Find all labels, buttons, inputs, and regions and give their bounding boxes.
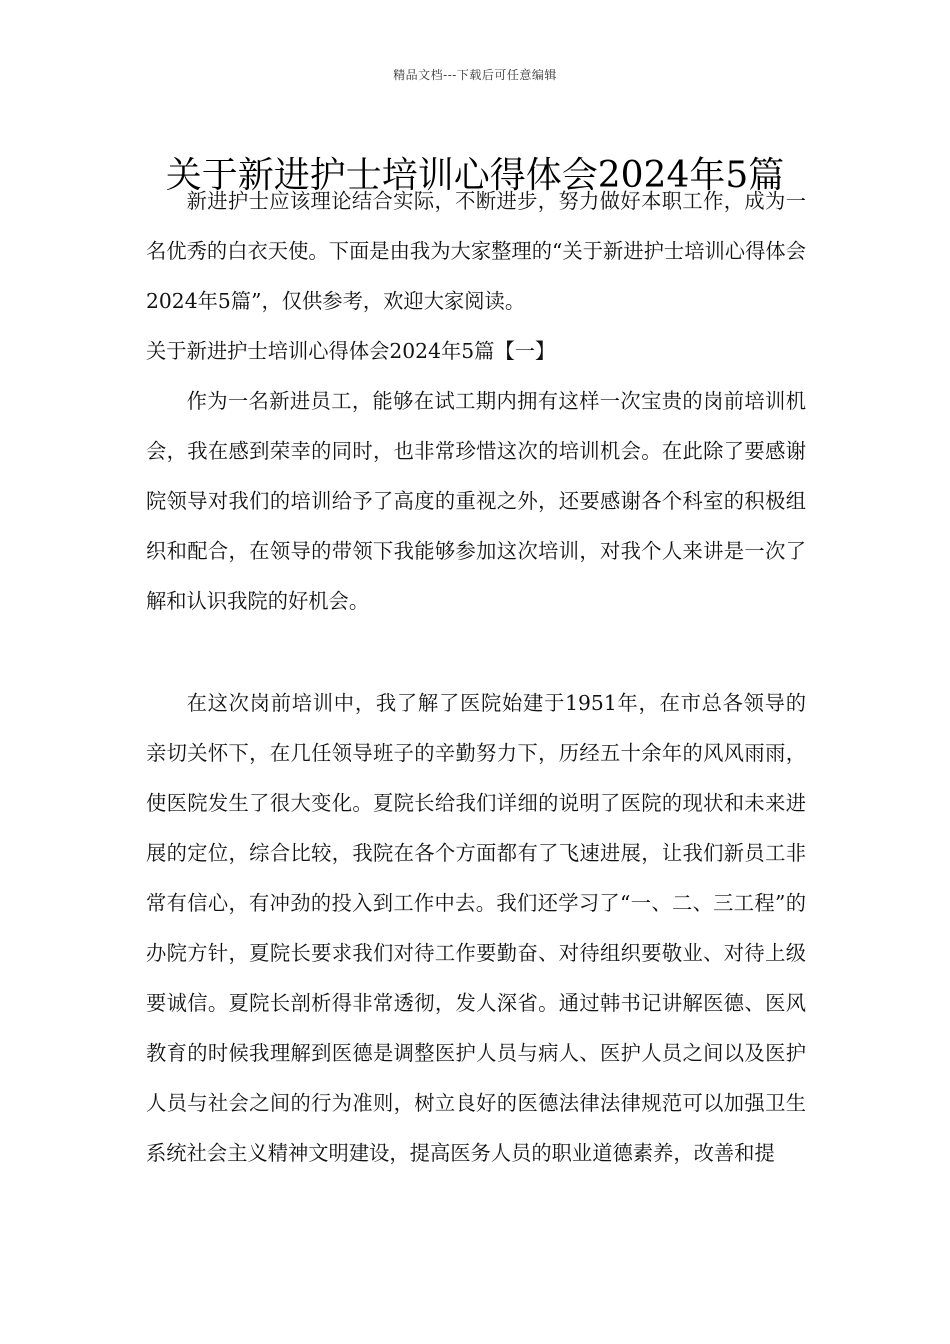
- intro-paragraph: 新进护士应该理论结合实际，不断进步，努力做好本职工作，成为一名优秀的白衣天使。下面是由我为大家整理的“关于新进护士培训心得体会2024年5篇”，仅供参考，欢迎大家阅读。: [146, 189, 806, 313]
- page-header-note: 精品文档---下载后可任意编辑: [393, 68, 557, 82]
- document-title: 关于新进护士培训心得体会2024年5篇: [165, 155, 785, 197]
- body-paragraph-2: 在这次岗前培训中，我了解了医院始建于1951年，在市总各领导的亲切关怀下，在几任领导班子的辛勤努力下，历经五十余年的风风雨雨，使医院发生了很大变化。夏院长给我们详细的说明了医院的现状和未来进展的定位，综合比较，我院在各个方面都有了飞速进展，让我们新员工非常有信心，有冲劲的投入到工作中去。我们还学习了“一、二、三工程”的办院方针，夏院长要求我们对待工作要勤奋、对待组织要敬业、对待上级要诚信。夏院长剖析得非常透彻，发人深省。通过韩书记讲解医德、医风教育的时候我理解到医德是调整医护人员与病人、医护人员之间以及医护人员与社会之间的行为准则，树立良好的医德法律法律规范可以加强卫生系统社会主义精神文明建设，提高医务人员的职业道德素养，改善和提: [146, 691, 806, 1165]
- document-body: [146, 176, 806, 1178]
- body-paragraph-1: 作为一名新进员工，能够在试工期内拥有这样一次宝贵的岗前培训机会，我在感到荣幸的同时，也非常珍惜这次的培训机会。在此除了要感谢院领导对我们的培训给予了高度的重视之外，还要感谢各个科室的积极组织和配合，在领导的带领下我能够参加这次培训，对我个人来讲是一次了解和认识我院的好机会。: [146, 389, 806, 613]
- section-heading: 关于新进护士培训心得体会2024年5篇【一】: [146, 339, 556, 363]
- paragraph-spacer: [146, 626, 806, 678]
